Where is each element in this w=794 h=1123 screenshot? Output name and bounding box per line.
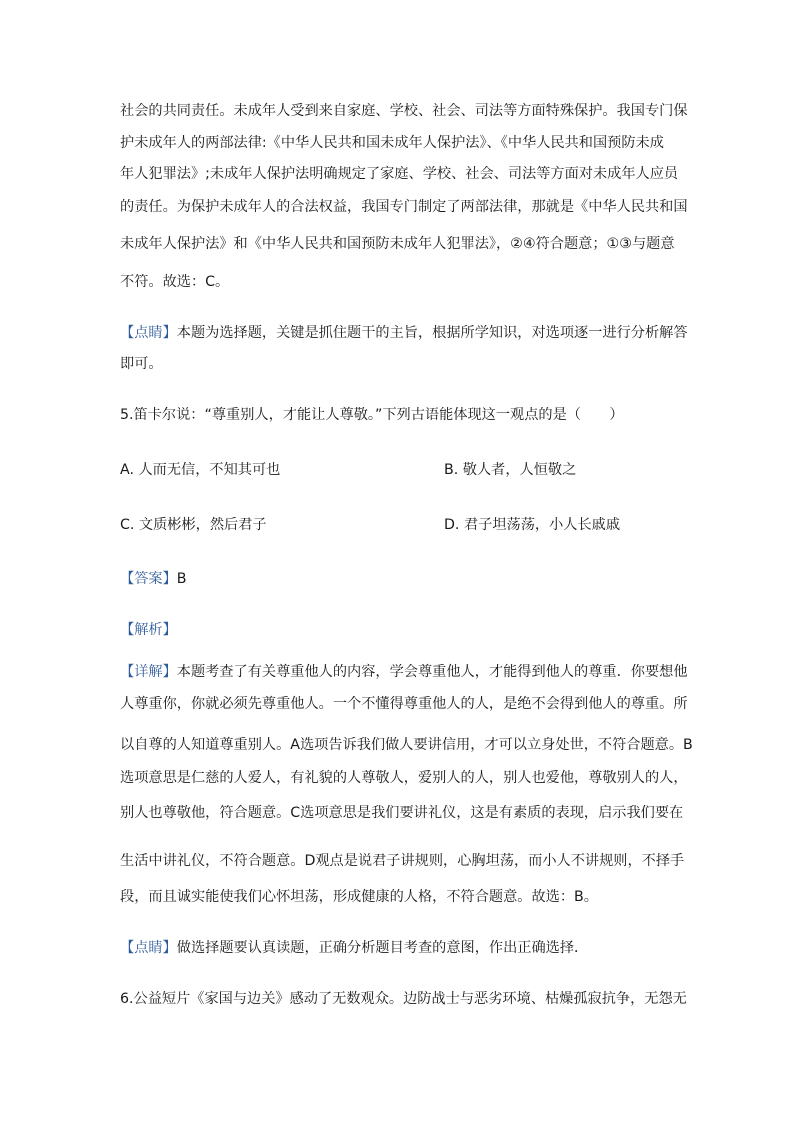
comment-1-line-2: 即可。 [120, 356, 163, 372]
analysis-heading [120, 620, 177, 640]
question-5-option-c: C. 文质彬彬，然后君子 [120, 517, 267, 533]
analysis-tag: 【解析】 [120, 622, 177, 638]
detail-line-1 [120, 662, 688, 682]
answer-line [120, 569, 187, 589]
comment-1-text: 本题为选择题，关键是抓住题干的主旨，根据所学知识，对选项逐一进行分析解答 [176, 325, 688, 341]
paragraph-1-line-3: 年人犯罪法》;未成年人保护法明确规定了家庭、学校、社会、司法等方面对未成年人应员 [120, 166, 679, 182]
question-5-option-a: A. 人而无信，不知其可也 [120, 462, 281, 478]
comment-1-line-1 [120, 323, 688, 343]
detail-line-4: 选项意思是仁慈的人爱人，有礼貌的人尊敬人，爱别人的人，别人也爱他，尊敬别人的人， [120, 770, 688, 786]
question-6-stem: 6.公益短片《家国与边关》感动了无数观众。边防战士与恶劣环境、枯燥孤寂抗争，无怨无 [120, 991, 687, 1007]
paragraph-1-line-6: 不符。故选：C。 [120, 274, 230, 290]
comment-2-line [120, 938, 588, 958]
paragraph-1-line-2: 护未成年人的两部法律:《中华人民共和国未成年人保护法》、《中华人民共和国预防未成 [120, 135, 664, 151]
comment-1-tag: 【点睛】 [120, 325, 177, 341]
detail-line-2: 人尊重你，你就必须先尊重他人。一个不懂得尊重他人的人，是绝不会得到他人的尊重。所 [120, 696, 688, 712]
detail-line-5: 别人也尊敬他，符合题意。C选项意思是我们要讲礼仪，这是有素质的表现，启示我们要在 [120, 805, 684, 821]
detail-line-6: 生活中讲礼仪，不符合题意。D观点是说君子讲规则，心胸坦荡，而小人不讲规则，不择手 [120, 853, 685, 869]
comment-2-text: 做选择题要认真读题，正确分析题目考查的意图，作出正确选择． [176, 940, 589, 956]
question-5-option-d: D. 君子坦荡荡，小人长戚戚 [444, 517, 621, 533]
answer-value: B [176, 571, 187, 587]
detail-line-3: 以自尊的人知道尊重别人。A选项告诉我们做人要讲信用，才可以立身处世，不符合题意。B [120, 737, 693, 753]
detail-tag: 【详解】 [120, 664, 177, 680]
answer-tag: 【答案】 [120, 571, 177, 587]
paragraph-1-line-1: 社会的共同责任。未成年人受到来自家庭、学校、社会、司法等方面特殊保护。我国专门保 [120, 103, 688, 119]
paragraph-1-line-4: 的责任。为保护未成年人的合法权益，我国专门制定了两部法律，那就是《中华人民共和国 [120, 199, 688, 215]
detail-first-text: 本题考查了有关尊重他人的内容，学会尊重他人，才能得到他人的尊重．你要想他 [176, 664, 688, 680]
comment-2-tag: 【点睛】 [120, 940, 177, 956]
question-5-option-b: B. 敬人者，人恒敬之 [444, 462, 577, 478]
question-5-stem: 5.笛卡尔说：“尊重别人，才能让人尊敬。”下列古语能体现这一观点的是（ ） [120, 407, 624, 423]
paragraph-1-line-5: 未成年人保护法》和《中华人民共和国预防未成年人犯罪法》，②④符合题意；①③与题意 [120, 236, 675, 252]
detail-line-7: 段，而且诚实能使我们心怀坦荡，形成健康的人格，不符合题意。故选：B。 [120, 889, 598, 905]
